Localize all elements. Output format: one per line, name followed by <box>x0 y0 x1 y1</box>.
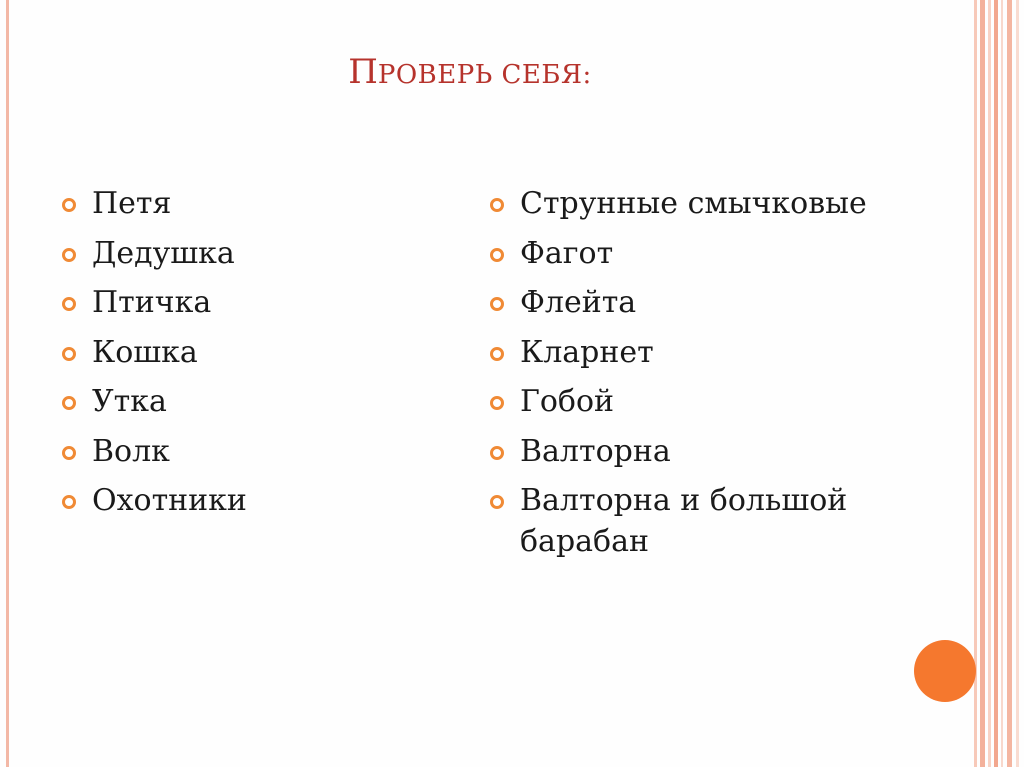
list-item <box>62 282 442 323</box>
bullet-icon <box>490 396 504 410</box>
list-item-label: Кошка <box>92 334 198 370</box>
list-item <box>490 233 910 274</box>
list-item-label: Флейта <box>520 285 637 320</box>
bullet-icon <box>490 446 504 460</box>
bullet-icon <box>62 396 76 410</box>
instruments-list <box>490 183 910 571</box>
characters-list <box>62 183 442 530</box>
list-item <box>490 183 910 224</box>
list-item <box>490 332 910 373</box>
bullet-icon <box>62 495 76 509</box>
list-item <box>490 480 910 562</box>
list-item <box>62 332 442 373</box>
list-item <box>62 480 442 521</box>
list-item-label: Утка <box>92 384 167 419</box>
list-item <box>490 431 910 472</box>
accent-circle-decoration <box>914 640 976 702</box>
list-item-label: Охотники <box>92 483 247 518</box>
slide-title <box>0 52 940 92</box>
bullet-icon <box>62 347 76 361</box>
list-item-label: Гобой <box>520 384 615 419</box>
title-initial: П <box>348 52 378 92</box>
bullet-icon <box>490 198 504 212</box>
list-item <box>62 431 442 472</box>
bullet-icon <box>490 347 504 361</box>
left-border-line <box>6 0 9 767</box>
list-item-label: Фагот <box>520 235 614 271</box>
list-item-label: Кларнет <box>520 334 654 370</box>
list-item <box>490 282 910 323</box>
list-item-label: Птичка <box>92 285 212 320</box>
title-rest: РОВЕРЬ СЕБЯ: <box>377 60 592 90</box>
bullet-icon <box>62 198 76 212</box>
list-item <box>62 233 442 274</box>
right-decorative-stripes <box>974 0 1024 767</box>
bullet-icon <box>490 297 504 311</box>
bullet-icon <box>490 248 504 262</box>
bullet-icon <box>490 495 504 509</box>
list-item-label: Дедушка <box>92 235 235 271</box>
list-item-label: Петя <box>92 186 172 221</box>
list-item <box>490 381 910 422</box>
list-item <box>62 183 442 224</box>
list-item-label: Валторна <box>520 433 671 469</box>
list-item-label: Валторна и большой барабан <box>520 483 848 559</box>
bullet-icon <box>62 248 76 262</box>
bullet-icon <box>62 297 76 311</box>
bullet-icon <box>62 446 76 460</box>
list-item-label: Струнные смычковые <box>520 186 867 221</box>
list-item <box>62 381 442 422</box>
list-item-label: Волк <box>92 433 170 469</box>
